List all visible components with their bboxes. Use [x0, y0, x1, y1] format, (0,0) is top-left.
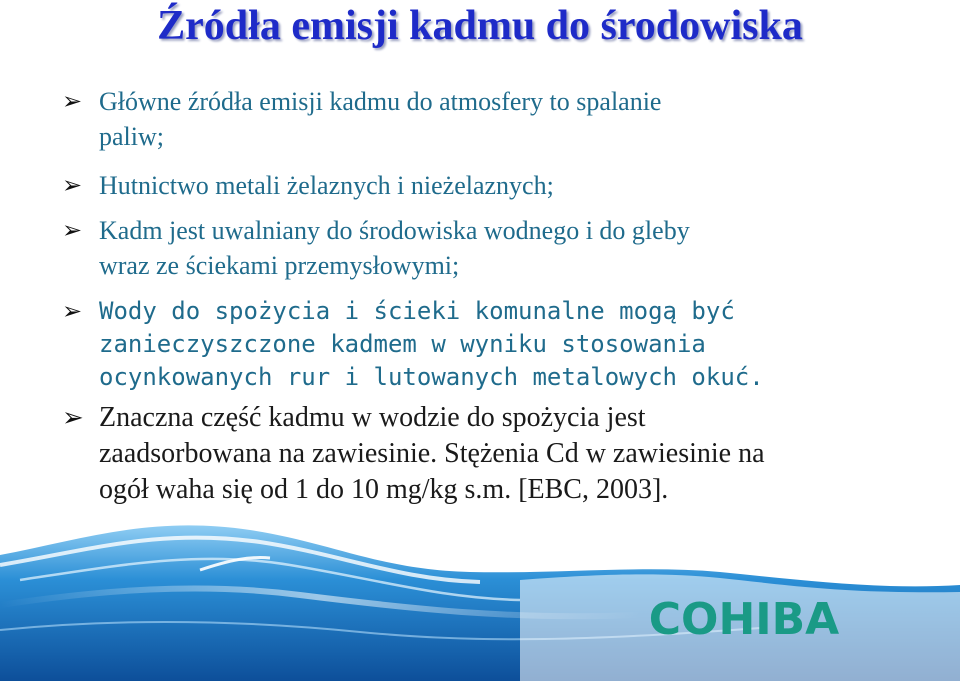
bullet-line: paliw;: [99, 122, 164, 151]
bullet-line: wraz ze ściekami przemysłowymi;: [99, 251, 460, 280]
arrow-bullet-icon: ➢: [62, 171, 83, 199]
cohiba-logo: [644, 592, 844, 640]
bullet-item: [62, 84, 942, 154]
arrow-bullet-icon: ➢: [62, 216, 83, 244]
arrow-bullet-icon: ➢: [62, 297, 83, 325]
arrow-bullet-icon: ➢: [62, 87, 83, 115]
bullet-line: ogół waha się od 1 do 10 mg/kg s.m. [EBC, 2003].: [99, 474, 669, 505]
svg-text:COHIBA: COHIBA: [648, 594, 840, 640]
bullet-item: [62, 168, 942, 203]
bullet-item: [62, 295, 942, 394]
arrow-bullet-icon: ➢: [62, 403, 84, 433]
bullet-line: ocynkowanych rur i lutowanych metalowych okuć.: [99, 363, 764, 391]
bullet-line: Wody do spożycia i ścieki komunalne mogą być: [99, 297, 735, 325]
bullet-line: Główne źródła emisji kadmu do atmosfery to spalanie: [99, 87, 662, 116]
bullet-line: zaadsorbowana na zawiesinie. Stężenia Cd w zawiesinie na: [99, 438, 765, 469]
bullet-line: zanieczyszczone kadmem w wyniku stosowania: [99, 330, 706, 358]
bullet-line: Hutnictwo metali żelaznych i nieżelaznych;: [99, 171, 554, 200]
bullet-line: Kadm jest uwalniany do środowiska wodnego i do gleby: [99, 216, 690, 245]
slide-title: Źródła emisji kadmu do środowiska: [157, 3, 803, 49]
bullet-list: [62, 84, 942, 508]
bullet-item: [62, 400, 942, 508]
bullet-line: Znaczna część kadmu w wodzie do spożycia jest: [99, 402, 646, 433]
bullet-item: [62, 213, 942, 283]
